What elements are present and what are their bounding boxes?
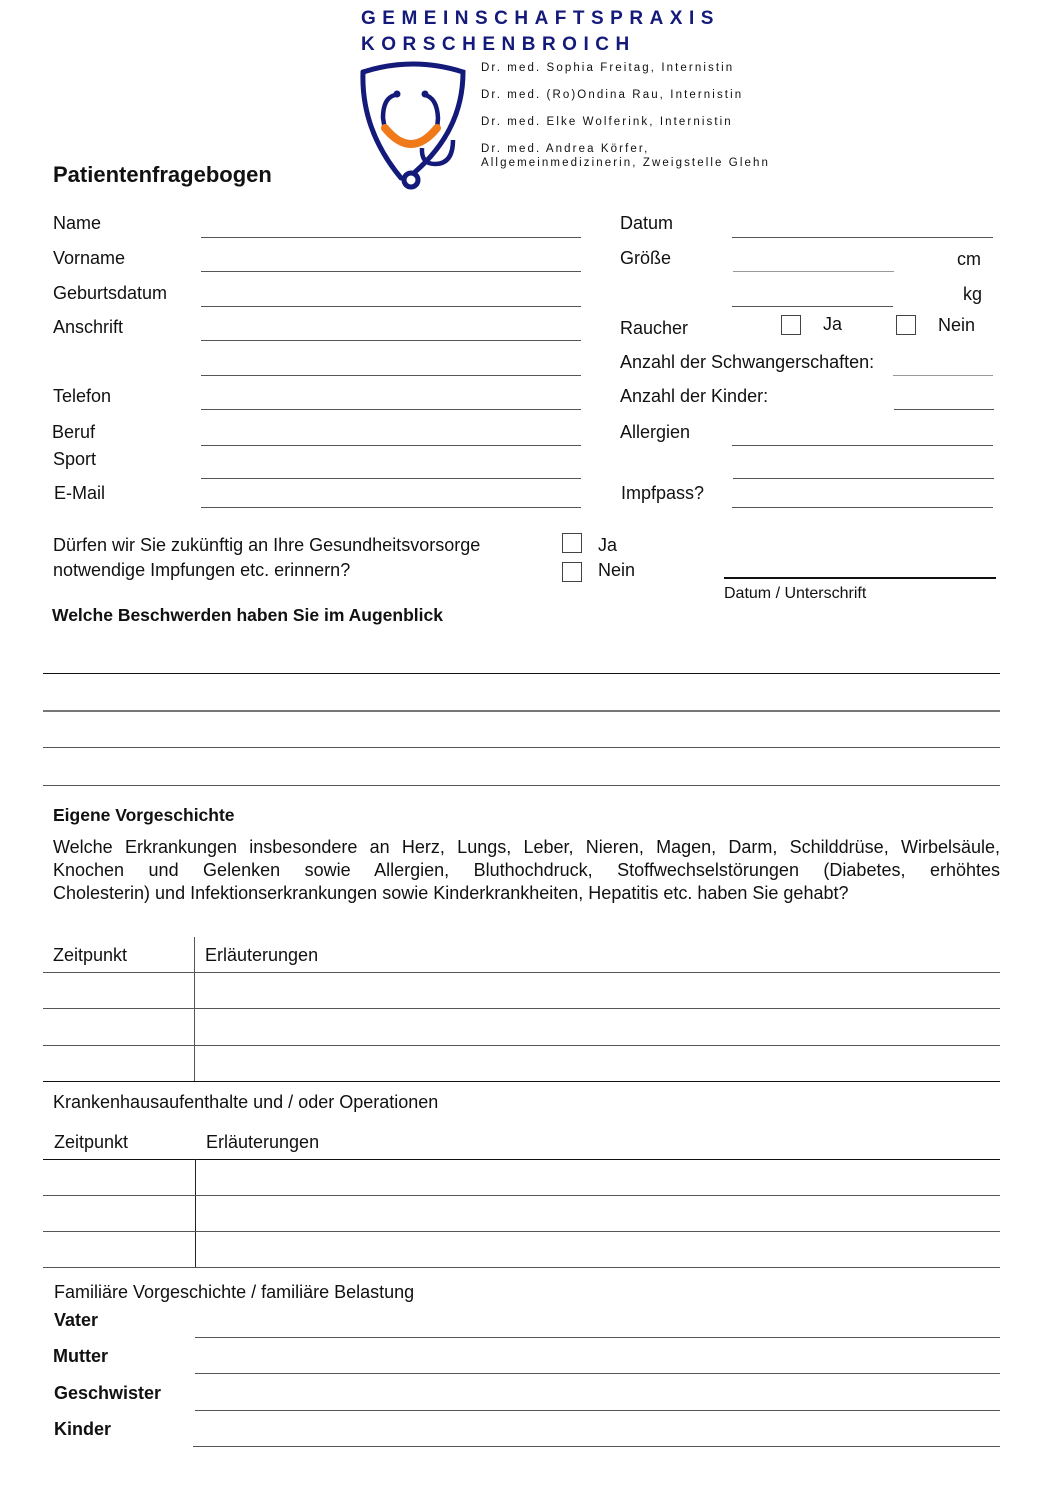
telefon-label: Telefon [53,386,112,406]
history-col-erlaeuterungen: Erläuterungen [205,945,319,965]
complaints-heading: Welche Beschwerden haben Sie im Augenblick [52,605,443,625]
geburtsdatum-field[interactable] [201,306,581,307]
anschrift-label: Anschrift [53,317,124,337]
hospital-table-row[interactable] [43,1195,1000,1196]
cm-unit: cm [957,249,981,269]
hospital-table-row[interactable] [43,1267,1000,1268]
kg-unit: kg [963,284,983,304]
reminder-question-line1: Dürfen wir Sie zukünftig an Ihre Gesundheitsvorsorge [53,535,481,555]
family-heading: Familiäre Vorgeschichte / familiäre Belastung [54,1282,415,1302]
telefon-field[interactable] [201,409,581,410]
raucher-ja-checkbox[interactable] [781,315,801,335]
history-table-divider [194,937,195,1082]
complaints-line-4[interactable] [43,785,1000,786]
brand-name-line2: KORSCHENBROICH [361,34,636,55]
hospital-col-zeitpunkt: Zeitpunkt [54,1132,129,1152]
kinder-label: Kinder [54,1419,112,1439]
allergien-field-2[interactable] [733,478,994,479]
kinder-anzahl-field[interactable] [894,409,994,410]
beruf-field[interactable] [201,445,581,446]
signature-label: Datum / Unterschrift [724,585,867,602]
history-table-row[interactable] [43,972,1000,973]
history-col-zeitpunkt: Zeitpunkt [53,945,128,965]
gewicht-field[interactable] [732,306,893,307]
doctor-1: Dr. med. Sophia Freitag, Internistin [481,62,735,74]
raucher-ja-label: Ja [823,314,843,334]
doctor-4: Dr. med. Andrea Körfer, [481,143,650,155]
name-label: Name [53,213,102,233]
raucher-nein-checkbox[interactable] [896,315,916,335]
reminder-nein-label: Nein [598,560,636,580]
reminder-ja-label: Ja [598,535,618,555]
impfpass-label: Impfpass? [621,483,705,503]
history-table-bottom [43,1081,1000,1082]
schwangerschaften-field[interactable] [893,375,993,376]
kinder-anzahl-label: Anzahl der Kinder: [620,386,769,406]
vorname-field[interactable] [201,271,581,272]
doctor-2: Dr. med. (Ro)Ondina Rau, Internistin [481,89,744,101]
mutter-label: Mutter [53,1346,108,1366]
anschrift-field-2[interactable] [201,375,581,376]
kinder-field[interactable] [193,1446,1000,1447]
stethoscope-shield-icon [355,60,473,192]
raucher-nein-label: Nein [938,315,976,335]
history-question-line1: Welche Erkrankungen insbesondere an Herz, Lungs, Leber, Nieren, Magen, Darm, Schilddrüse, Wirbelsäule, [53,837,1000,857]
page-title: Patientenfragebogen [53,162,272,187]
reminder-question-line2: notwendige Impfungen etc. erinnern? [53,560,351,580]
email-field[interactable] [201,507,581,508]
vater-field[interactable] [195,1337,1000,1338]
hospital-table-row[interactable] [43,1231,1000,1232]
allergien-field-1[interactable] [732,445,993,446]
doctor-4-specialty: Allgemeinmedizinerin, Zweigstelle Glehn [481,157,770,169]
mutter-field[interactable] [195,1373,1000,1374]
complaints-line-3[interactable] [43,747,1000,748]
reminder-ja-checkbox[interactable] [562,533,582,553]
raucher-label: Raucher [620,318,689,338]
history-table-row[interactable] [43,1008,1000,1009]
hospital-table-divider [195,1159,196,1267]
geburtsdatum-label: Geburtsdatum [53,283,168,303]
history-question-line2: Knochen und Gelenken sowie Allergien, Bluthochdruck, Stoffwechselstörungen (Diabetes, erhöhtes [53,860,1000,880]
groesse-label: Größe [620,248,672,268]
history-question [53,836,1000,905]
vorname-label: Vorname [53,248,126,268]
brand-name-line1: GEMEINSCHAFTSPRAXIS [361,8,720,29]
reminder-nein-checkbox[interactable] [562,562,582,582]
geschwister-field[interactable] [195,1410,1000,1411]
signature-field[interactable] [724,577,996,579]
history-question-line3: Cholesterin) und Infektionserkrankungen sowie Kinderkrankheiten, Hepatitis etc. haben Sie gehabt? [53,883,849,903]
impfpass-field[interactable] [732,507,993,508]
hospital-table-top [43,1159,1000,1160]
complaints-line-1[interactable] [43,673,1000,674]
hospital-heading: Krankenhausaufenthalte und / oder Operationen [53,1092,439,1112]
history-table-row[interactable] [43,1045,1000,1046]
complaints-line-2[interactable] [43,710,1000,712]
schwangerschaften-label: Anzahl der Schwangerschaften: [620,352,875,372]
geschwister-label: Geschwister [54,1383,162,1403]
groesse-field[interactable] [733,271,894,272]
hospital-col-erlaeuterungen: Erläuterungen [206,1132,320,1152]
sport-label: Sport [53,449,97,469]
vater-label: Vater [54,1310,99,1330]
anschrift-field-1[interactable] [201,340,581,341]
sport-field[interactable] [201,478,581,479]
email-label: E-Mail [54,483,106,503]
allergien-label: Allergien [620,422,691,442]
name-field[interactable] [201,237,581,238]
doctor-3: Dr. med. Elke Wolferink, Internistin [481,116,733,128]
datum-label: Datum [620,213,674,233]
beruf-label: Beruf [52,422,96,442]
datum-field[interactable] [732,237,993,238]
history-heading: Eigene Vorgeschichte [53,805,235,825]
